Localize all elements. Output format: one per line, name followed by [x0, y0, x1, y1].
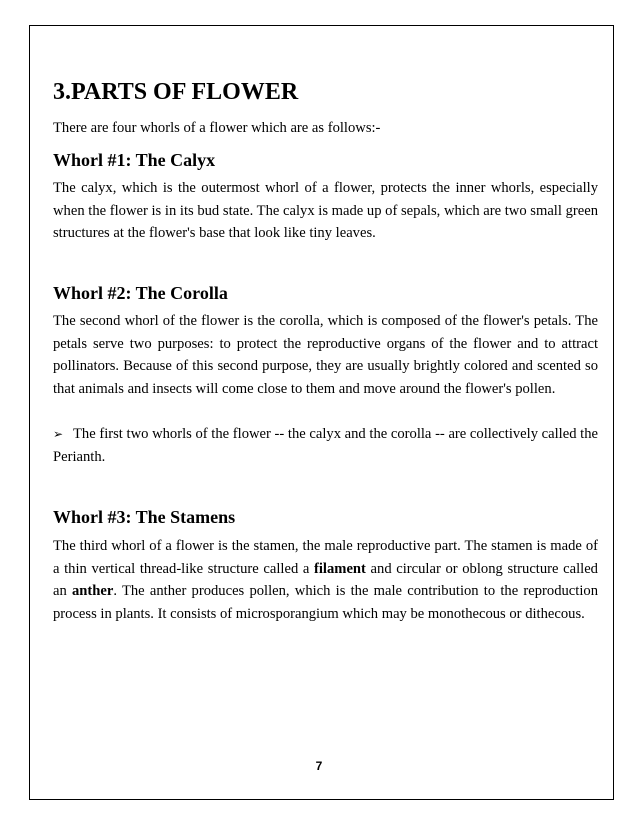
section-text-stamens [53, 535, 598, 625]
section-text-calyx: The calyx, which is the outermost whorl of a flower, protects the inner whorls, especially when the flower is in its bud state. The calyx is made up of sepals, which are two small green structures at the flower's base that look like tiny leaves. [53, 180, 598, 241]
arrow-bullet-icon: ➢ [53, 427, 64, 441]
perianth-bullet [53, 423, 598, 468]
section-heading-calyx: Whorl #1: The Calyx [53, 150, 216, 170]
stamens-bold-filament: filament [314, 560, 366, 577]
section-heading-corolla: Whorl #2: The Corolla [53, 283, 228, 303]
page-title: 3.PARTS OF FLOWER [53, 79, 299, 105]
section-text-corolla: The second whorl of the flower is the corolla, which is composed of the flower's petals. The petals serve two purposes: to protect the reproductive organs of the flower and to attract pollinators. Because of this second purpose, they are usually brightly colored and scented so that animals and insects will come close to them and move around the flower's pollen. [53, 313, 598, 397]
intro-text: There are four whorls of a flower which are as follows:- [53, 120, 381, 136]
stamens-text-part2: and circular or oblong structure called an [53, 560, 598, 599]
section-heading-stamens: Whorl #3: The Stamens [53, 507, 236, 527]
stamens-text-part1: The third whorl of a flower is the stamen, the male reproductive part. The stamen is made of a thin vertical thread-like structure called a [53, 538, 598, 577]
page-number: 7 [315, 759, 323, 773]
stamens-bold-anther: anther [72, 583, 114, 599]
page-border [29, 25, 614, 800]
stamens-text-part3: . The anther produces pollen, which is the male contribution to the reproduction process in plants. It consists of microsporangium which may be monothecous or dithecous. [53, 583, 598, 622]
perianth-bullet-text: The first two whorls of the flower -- the calyx and the corolla -- are collectively called the Perianth. [53, 426, 598, 465]
